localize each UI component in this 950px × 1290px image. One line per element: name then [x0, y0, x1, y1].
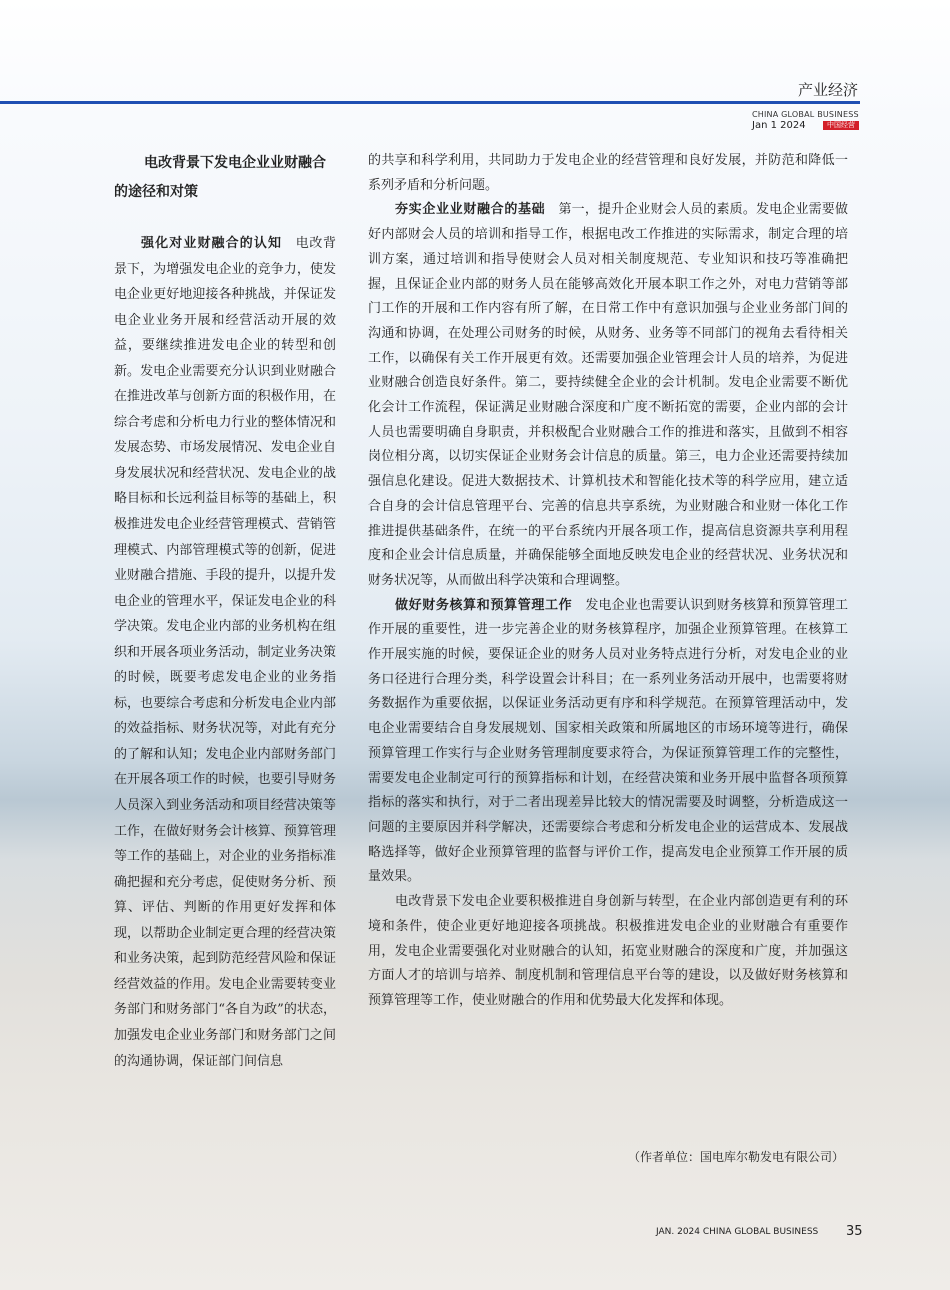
- paragraph-2: [368, 198, 848, 593]
- paragraph-4: 电改背景下发电企业要积极推进自身创新与转型，在企业内部创造更有利的环境和条件，使企业更好地迎接各项挑战。积极推进发电企业的业财融合有重要作用，发电企业需要强化对业财融合的认知，拓宽业财融合的深度和广度，并加强这方面人才的培训与培养、制度机制和管理信息平台等的建设，以及做好财务核算和预算管理等工作，使业财融合的作用和优势最大化发挥和体现。: [368, 894, 848, 1008]
- section-heading: 夯实企业业财融合的基础: [395, 202, 546, 218]
- left-column: [114, 149, 336, 1074]
- issue-date: Jan 1 2024: [752, 120, 806, 131]
- section-label: 产业经济: [797, 81, 858, 99]
- paragraph-3: [368, 594, 848, 890]
- paragraph-text: 发电企业也需要认识到财务核算和预算管理工作开展的重要性，进一步完善企业的财务核算程序，加强企业预算管理。在核算工作开展实施的时候，要保证企业的财务人员对业务特点进行分析，对发电企业的业务口径进行合理分类，科学设置会计科目；在一系列业务活动开展中，也需要将财务数据作为重要依据，以保证业务活动更有序和科学规范。在预算管理活动中，发电企业需要结合自身发展规划、国家相关政策和所属地区的市场环境等进行，确保预算管理工作实行与企业财务管理制度要求符合，为保证预算管理工作的完整性，需要发电企业制定可行的预算指标和计划，在经营决策和业务开展中监督各项预算指标的落实和执行，对于二者出现差异比较大的情况需要及时调整，分析造成这一问题的主要原因并科学解决，还需要综合考虑和分析发电企业的运营成本、发展战略选择等，做好企业预算管理的监督与评价工作，提高发电企业预算工作开展的质量效果。: [368, 597, 848, 885]
- magazine-brand: CHINA GLOBAL BUSINESS: [752, 110, 859, 119]
- section-heading: 强化对业财融合的认知: [141, 236, 283, 251]
- paragraph-1: [114, 231, 336, 1074]
- article-title: 电改背景下发电企业业财融合的途径和对策: [114, 155, 326, 200]
- right-column: [368, 149, 848, 1014]
- section-heading: 做好财务核算和预算管理工作: [395, 597, 573, 613]
- footer-issue: JAN. 2024 CHINA GLOBAL BUSINESS: [656, 1227, 819, 1237]
- magazine-logo: 中国经营: [823, 121, 859, 130]
- paragraph-text: 电改背景下，为增强发电企业的竞争力，使发电企业更好地迎接各种挑战，并保证发电企业业务开展和经营活动开展的效益，要继续推进发电企业的转型和创新。发电企业需要充分认识到业财融合在推进改革与创新方面的积极作用，在综合考虑和分析电力行业的整体情况和发展态势、市场发展情况、发电企业自身发展状况和经营状况、发电企业的战略目标和长远利益目标等的基础上，积极推进发电企业经营管理模式、营销管理模式、内部管理模式等的创新，促进业财融合措施、手段的提升，以提升发电企业的管理水平，保证发电企业的科学决策。发电企业内部的业务机构在组织和开展各项业务活动，制定业务决策的时候，既要考虑发电企业的业务指标，也要综合考虑和分析发电企业内部的效益指标、财务状况等，对此有充分的了解和认知；发电企业内部财务部门在开展各项工作的时候，也要引导财务人员深入到业务活动和项目经营决策等工作，在做好财务会计核算、预算管理等工作的基础上，对企业的业务指标准确把握和充分考虑，促使财务分析、预算、评估、判断的作用更好发挥和体现，以帮助企业制定更合理的经营决策和业务决策，起到防范经营风险和保证经营效益的作用。发电企业需要转变业务部门和财务部门“各自为政”的状态，加强发电企业业务部门和财务部门之间的沟通协调，保证部门间信息: [114, 236, 336, 1069]
- author-affiliation: （作者单位：国电库尔勒发电有限公司）: [628, 1150, 845, 1164]
- paragraph-text: 第一，提升企业财会人员的素质。发电企业需要做好内部财会人员的培训和指导工作，根据电改工作推进的实际需求，制定合理的培训方案，通过培训和指导使财会人员对相关制度规范、专业知识和技巧等准确把握，且保证企业内部的财务人员在能够高效化开展本职工作之外，对电力营销等部门工作的开展和工作内容有所了解，在日常工作中有意识加强与企业业务部门间的沟通和协调，在处理公司财务的时候，从财务、业务等不同部门的视角去看待相关工作，以确保有关工作开展更有效。还需要加强企业管理会计人员的培养，为促进业财融合创造良好条件。第二，要持续健全企业的会计机制。发电企业需要不断优化会计工作流程，保证满足业财融合深度和广度不断拓宽的需要，企业内部的会计人员也需要明确自身职责，并积极配合业财融合工作的推进和落实，且做到不相容岗位相分离，以切实保证企业财务会计信息的质量。第三，电力企业还需要持续加强信息化建设。促进大数据技术、计算机技术和智能化技术等的科学应用，建立适合自身的会计信息管理平台、完善的信息共享系统，为业财融合和业财一体化工作推进提供基础条件，在统一的平台系统内开展各项工作，提高信息资源共享利用程度和企业会计信息质量，并确保能够全面地反映发电企业的经营状况、业务状况和财务状况等，从而做出科学决策和合理调整。: [368, 202, 848, 588]
- paragraph-1-continued: 的共享和科学利用，共同助力于发电企业的经营管理和良好发展，并防范和降低一系列矛盾和分析问题。: [368, 153, 848, 193]
- page-number: 35: [846, 1224, 863, 1239]
- header-rule: [0, 101, 860, 104]
